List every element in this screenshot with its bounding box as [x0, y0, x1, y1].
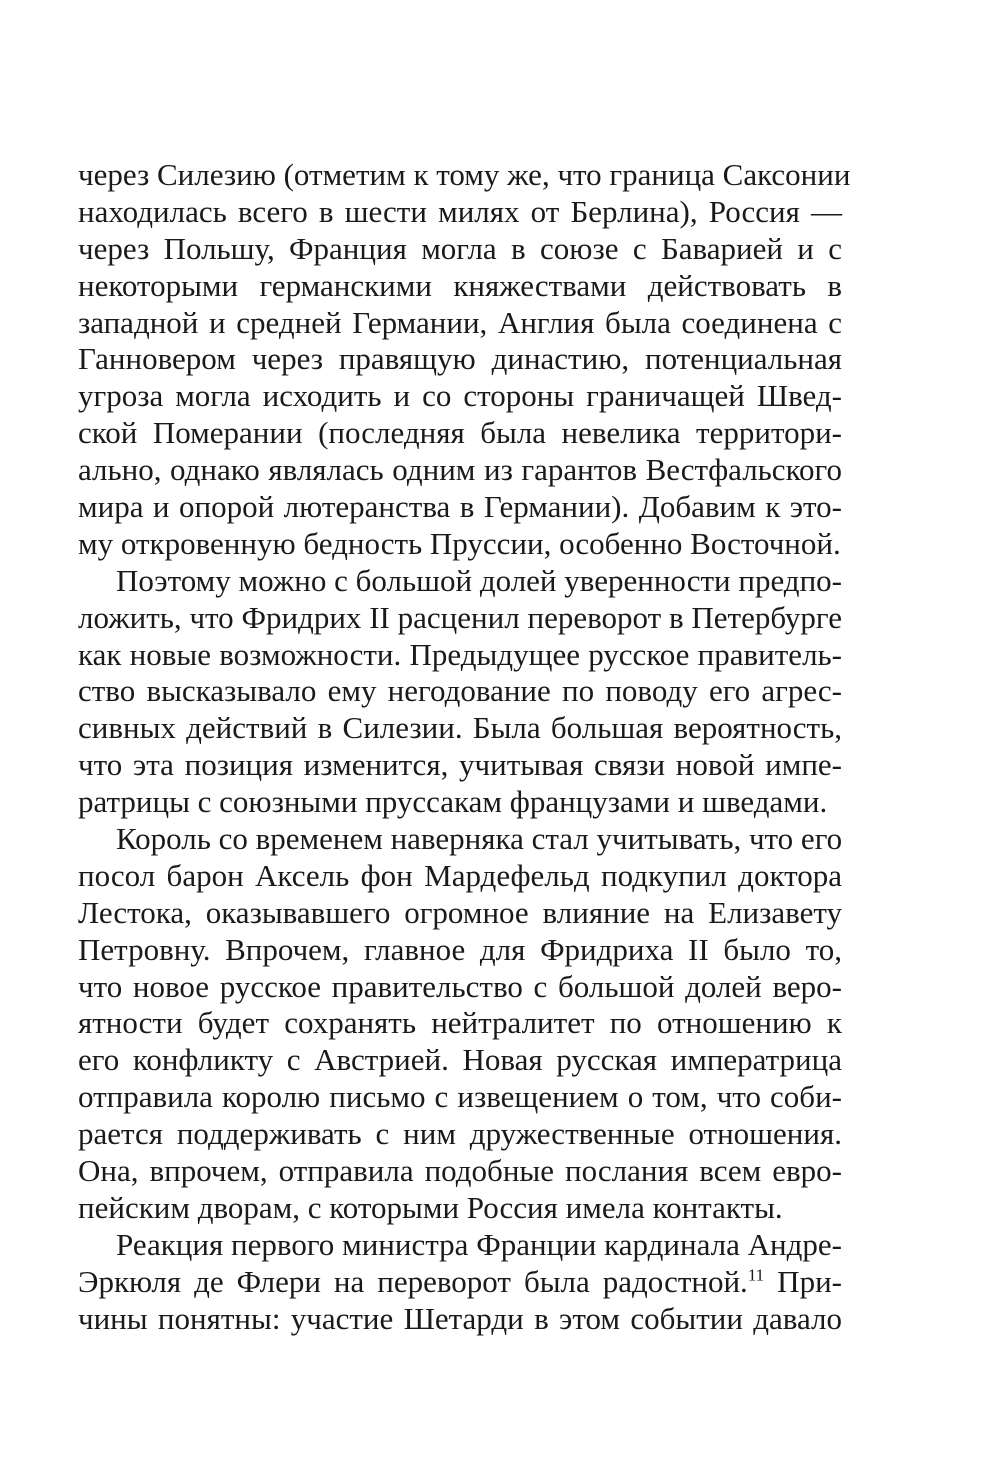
footnote-marker: 11: [747, 1265, 765, 1285]
text-line: находилась всего в шести милях от Берлина), Россия —: [78, 193, 842, 229]
text-line: му откровенную бедность Пруссии, особенно Восточной.: [78, 525, 841, 561]
text-line: посол барон Аксель фон Мардефельд подкупил доктора: [78, 857, 842, 893]
text-line: что эта позиция изменится, учитывая связи новой импе-: [78, 747, 842, 783]
text-line: рается поддерживать с ним дружественные отношения.: [78, 1116, 842, 1152]
paragraph-2: [78, 563, 842, 821]
book-page: [78, 157, 851, 1338]
text-fragment: При-: [764, 1263, 842, 1299]
text-line: Поэтому можно с большой долей уверенности предпо-: [116, 562, 842, 598]
text-line: Она, впрочем, отправила подобные послания всем евро-: [78, 1153, 842, 1189]
text-line: его конфликту с Австрией. Новая русская императрица: [78, 1042, 842, 1078]
text-line: Петровну. Впрочем, главное для Фридриха II было то,: [78, 931, 842, 967]
text-line: Реакция первого министра Франции кардинала Андре-: [116, 1226, 842, 1262]
text-line: Ганновером через правящую династию, потенциальная: [78, 341, 842, 377]
text-line: Лестока, оказывавшего огромное влияние на Елизавету: [78, 894, 842, 930]
text-line: как новые возможности. Предыдущее русское правитель-: [78, 636, 842, 672]
text-line-with-footnote: [78, 1264, 842, 1301]
text-fragment: Эркюля де Флери на переворот была радостной.: [78, 1263, 748, 1299]
paragraph-1: [78, 157, 851, 563]
text-line: западной и средней Германии, Англия была соединена с: [78, 304, 842, 340]
text-line: пейским дворам, с которыми Россия имела контакты.: [78, 1189, 783, 1225]
text-line: что новое русское правительство с большой долей веро-: [78, 968, 842, 1004]
text-line: через Польшу, Франция могла в союзе с Баварией и с: [78, 230, 842, 266]
text-line: ложить, что Фридрих II расценил переворот в Петербурге: [78, 599, 842, 635]
text-line: ятности будет сохранять нейтралитет по отношению к: [78, 1005, 842, 1041]
text-line: ратрицы с союзными пруссакам французами и шведами.: [78, 784, 828, 820]
text-line: Король со временем наверняка стал учитывать, что его: [116, 821, 843, 857]
text-line: через Силезию (отметим к тому же, что граница Саксонии: [78, 157, 851, 192]
text-line: мира и опорой лютеранства в Германии). Добавим к это-: [78, 489, 842, 525]
text-line: сивных действий в Силезии. Была большая вероятность,: [78, 710, 842, 746]
paragraph-4: [78, 1227, 842, 1338]
text-line: некоторыми германскими княжествами действовать в: [78, 267, 842, 303]
text-line: ство высказывало ему негодование по поводу его агрес-: [78, 673, 842, 709]
text-line: ской Померании (последняя была невелика территори-: [78, 415, 842, 451]
text-line: угроза могла исходить и со стороны граничащей Швед-: [78, 378, 842, 414]
text-line: чины понятны: участие Шетарди в этом событии давало: [78, 1300, 842, 1336]
paragraph-3: [78, 821, 842, 1227]
text-line: ально, однако являлась одним из гарантов Вестфальского: [78, 452, 842, 488]
text-line: отправила королю письмо с извещением о том, что соби-: [78, 1079, 842, 1115]
